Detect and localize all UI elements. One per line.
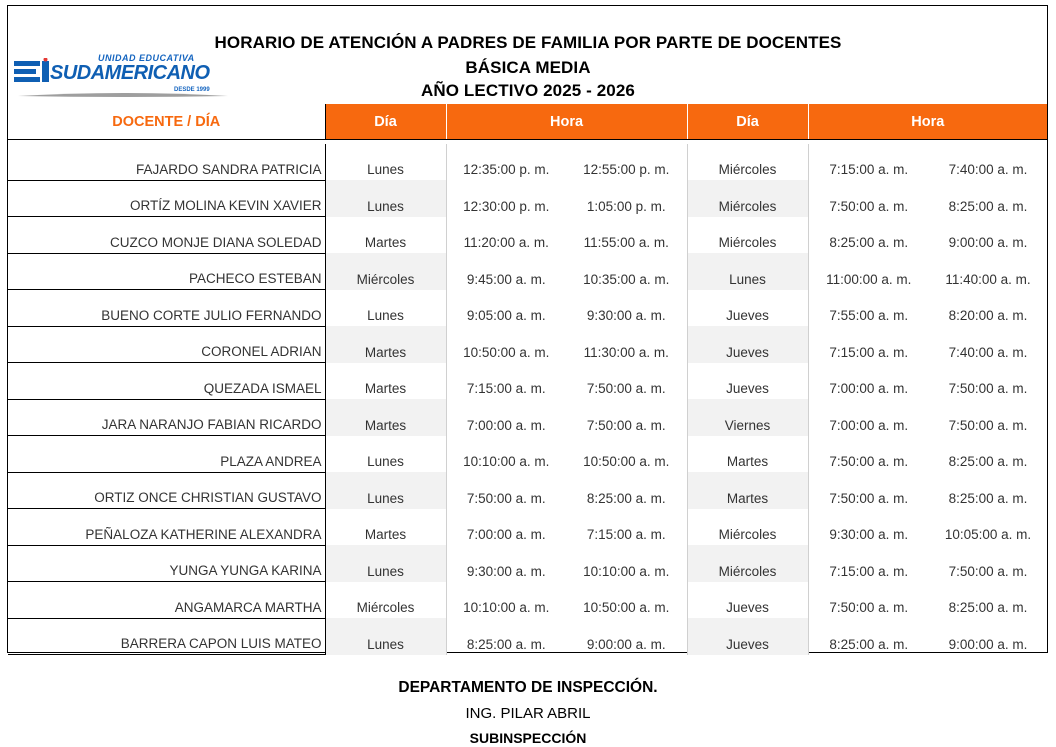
end-time-1: 11:30:00 a. m.: [566, 326, 687, 363]
day-1: Lunes: [325, 618, 446, 655]
school-year: AÑO LECTIVO 2025 - 2026: [421, 81, 635, 100]
header-day-1: Día: [325, 104, 446, 140]
logo-since: DESDE 1999: [174, 87, 210, 93]
end-time-2: 9:00:00 a. m.: [948, 235, 1028, 250]
end-time-2: 8:20:00 a. m.: [948, 308, 1028, 323]
day-1: Lunes: [325, 472, 446, 509]
header-hour-1: Hora: [446, 104, 687, 140]
day-2: Jueves: [687, 290, 808, 327]
teacher-name: YUNGA YUNGA KARINA: [8, 545, 325, 582]
day-2: Jueves: [687, 363, 808, 400]
end-time-1: 7:50:00 a. m.: [566, 363, 687, 400]
table-row: [8, 253, 1047, 290]
end-time-2: 8:25:00 a. m.: [948, 198, 1028, 214]
day-2: Viernes: [687, 399, 808, 436]
day-1: Martes: [325, 509, 446, 546]
end-time-1: 7:50:00 a. m.: [566, 399, 687, 436]
day-1: Martes: [325, 399, 446, 436]
start-time-1: 12:30:00 p. m.: [463, 198, 550, 214]
day-2: Miércoles: [687, 144, 808, 180]
end-time-1: 1:05:00 p. m.: [566, 180, 687, 217]
day-1: Martes: [325, 217, 446, 254]
table-row: [8, 618, 1047, 655]
table-row: [8, 363, 1047, 400]
end-time-2: 8:25:00 a. m.: [948, 490, 1028, 506]
day-2: Martes: [687, 472, 808, 509]
day-1: Miércoles: [325, 582, 446, 619]
start-time-1: 9:05:00 a. m.: [466, 308, 546, 323]
day-2: Miércoles: [687, 545, 808, 582]
teacher-name: ANGAMARCA MARTHA: [8, 582, 325, 619]
start-time-2: 7:50:00 a. m.: [829, 454, 909, 469]
start-time-1: 7:00:00 a. m.: [466, 527, 546, 542]
day-1: Lunes: [325, 180, 446, 217]
start-time-1: 10:10:00 a. m.: [463, 454, 550, 469]
footer-role: SUBINSPECCIÓN: [469, 730, 587, 746]
start-time-1: 10:50:00 a. m.: [463, 344, 550, 360]
logo-subtitle: UNIDAD EDUCATIVA: [98, 53, 195, 63]
start-time-2: 7:50:00 a. m.: [829, 490, 909, 506]
start-time-2: 7:50:00 a. m.: [829, 600, 909, 615]
end-time-1: 10:50:00 a. m.: [566, 582, 687, 619]
table-row: [8, 436, 1047, 473]
day-2: Miércoles: [687, 509, 808, 546]
teacher-name: PLAZA ANDREA: [8, 436, 325, 473]
start-time-1: 10:10:00 a. m.: [463, 600, 550, 615]
end-time-1: 10:35:00 a. m.: [566, 253, 687, 290]
day-1: Miércoles: [325, 253, 446, 290]
teacher-name: CUZCO MONJE DIANA SOLEDAD: [8, 217, 325, 254]
day-2: Jueves: [687, 582, 808, 619]
end-time-1: 9:30:00 a. m.: [566, 290, 687, 327]
day-2: Miércoles: [687, 180, 808, 217]
teacher-name: FAJARDO SANDRA PATRICIA: [8, 144, 325, 180]
footer-person: ING. PILAR ABRIL: [465, 705, 591, 722]
table-row: [8, 582, 1047, 619]
end-time-2: 7:50:00 a. m.: [948, 381, 1028, 396]
teacher-name: BUENO CORTE JULIO FERNANDO: [8, 290, 325, 327]
day-1: Martes: [325, 363, 446, 400]
end-time-1: 10:50:00 a. m.: [566, 436, 687, 473]
day-2: Jueves: [687, 326, 808, 363]
teacher-name: ORTÍZ MOLINA KEVIN XAVIER: [8, 180, 325, 217]
end-time-2: 8:25:00 a. m.: [948, 600, 1028, 615]
end-time-2: 7:50:00 a. m.: [948, 417, 1028, 433]
table-row: [8, 326, 1047, 363]
end-time-2: 11:40:00 a. m.: [945, 271, 1031, 287]
start-time-2: 8:25:00 a. m.: [829, 636, 909, 652]
start-time-2: 7:50:00 a. m.: [829, 198, 909, 214]
start-time-2: 7:15:00 a. m.: [829, 563, 909, 579]
end-time-1: 8:25:00 a. m.: [566, 472, 687, 509]
day-1: Lunes: [325, 545, 446, 582]
teacher-name: JARA NARANJO FABIAN RICARDO: [8, 399, 325, 436]
start-time-2: 7:15:00 a. m.: [829, 162, 909, 177]
end-time-2: 7:40:00 a. m.: [948, 162, 1028, 177]
day-1: Martes: [325, 326, 446, 363]
schedule-table: [8, 104, 1047, 655]
page-subtitle: BÁSICA MEDIA: [465, 58, 591, 77]
start-time-2: 9:30:00 a. m.: [829, 527, 909, 542]
teacher-name: PACHECO ESTEBAN: [8, 253, 325, 290]
teacher-name: BARRERA CAPON LUIS MATEO: [8, 618, 325, 655]
day-2: Miércoles: [687, 217, 808, 254]
day-2: Martes: [687, 436, 808, 473]
header-hour-2: Hora: [808, 104, 1047, 140]
logo-brand: SUDAMERICANO: [50, 62, 210, 84]
table-row: [8, 217, 1047, 254]
start-time-1: 7:15:00 a. m.: [466, 381, 546, 396]
start-time-2: 7:55:00 a. m.: [829, 308, 909, 323]
teacher-name: CORONEL ADRIAN: [8, 326, 325, 363]
start-time-1: 7:00:00 a. m.: [466, 417, 546, 433]
page-title: HORARIO DE ATENCIÓN A PADRES DE FAMILIA POR PARTE DE DOCENTES: [214, 33, 842, 52]
start-time-1: 9:30:00 a. m.: [466, 563, 546, 579]
end-time-1: 10:10:00 a. m.: [566, 545, 687, 582]
table-header-row: [8, 104, 1047, 140]
table-row: [8, 472, 1047, 509]
end-time-2: 10:05:00 a. m.: [944, 527, 1032, 542]
footer-department: DEPARTAMENTO DE INSPECCIÓN.: [398, 679, 658, 696]
table-row: [8, 509, 1047, 546]
day-2: Lunes: [687, 253, 808, 290]
end-time-2: 9:00:00 a. m.: [948, 636, 1028, 652]
table-row: [8, 144, 1047, 180]
end-time-2: 7:50:00 a. m.: [948, 563, 1028, 579]
table-row: [8, 399, 1047, 436]
end-time-1: 11:55:00 a. m.: [566, 217, 687, 254]
header-day-2: Día: [687, 104, 808, 140]
teacher-name: QUEZADA ISMAEL: [8, 363, 325, 400]
start-time-1: 8:25:00 a. m.: [466, 636, 546, 652]
end-time-2: 8:25:00 a. m.: [948, 454, 1028, 469]
start-time-1: 11:20:00 a. m.: [463, 235, 549, 250]
start-time-2: 7:15:00 a. m.: [829, 344, 909, 360]
day-1: Lunes: [325, 436, 446, 473]
start-time-2: 8:25:00 a. m.: [829, 235, 909, 250]
day-1: Lunes: [325, 290, 446, 327]
end-time-1: 9:00:00 a. m.: [566, 618, 687, 655]
teacher-name: PEÑALOZA KATHERINE ALEXANDRA: [8, 509, 325, 546]
table-row: [8, 180, 1047, 217]
end-time-1: 7:15:00 a. m.: [566, 509, 687, 546]
start-time-1: 12:35:00 p. m.: [463, 162, 550, 177]
teacher-name: ORTIZ ONCE CHRISTIAN GUSTAVO: [8, 472, 325, 509]
start-time-2: 11:00:00 a. m.: [826, 271, 912, 287]
table-row: [8, 290, 1047, 327]
end-time-2: 7:40:00 a. m.: [948, 344, 1028, 360]
header-docente: DOCENTE / DÍA: [8, 104, 325, 140]
start-time-1: 9:45:00 a. m.: [466, 271, 546, 287]
day-2: Jueves: [687, 618, 808, 655]
day-1: Lunes: [325, 144, 446, 180]
start-time-1: 7:50:00 a. m.: [466, 490, 546, 506]
start-time-2: 7:00:00 a. m.: [829, 381, 909, 396]
start-time-2: 7:00:00 a. m.: [829, 417, 909, 433]
end-time-1: 12:55:00 p. m.: [566, 144, 687, 180]
table-row: [8, 545, 1047, 582]
